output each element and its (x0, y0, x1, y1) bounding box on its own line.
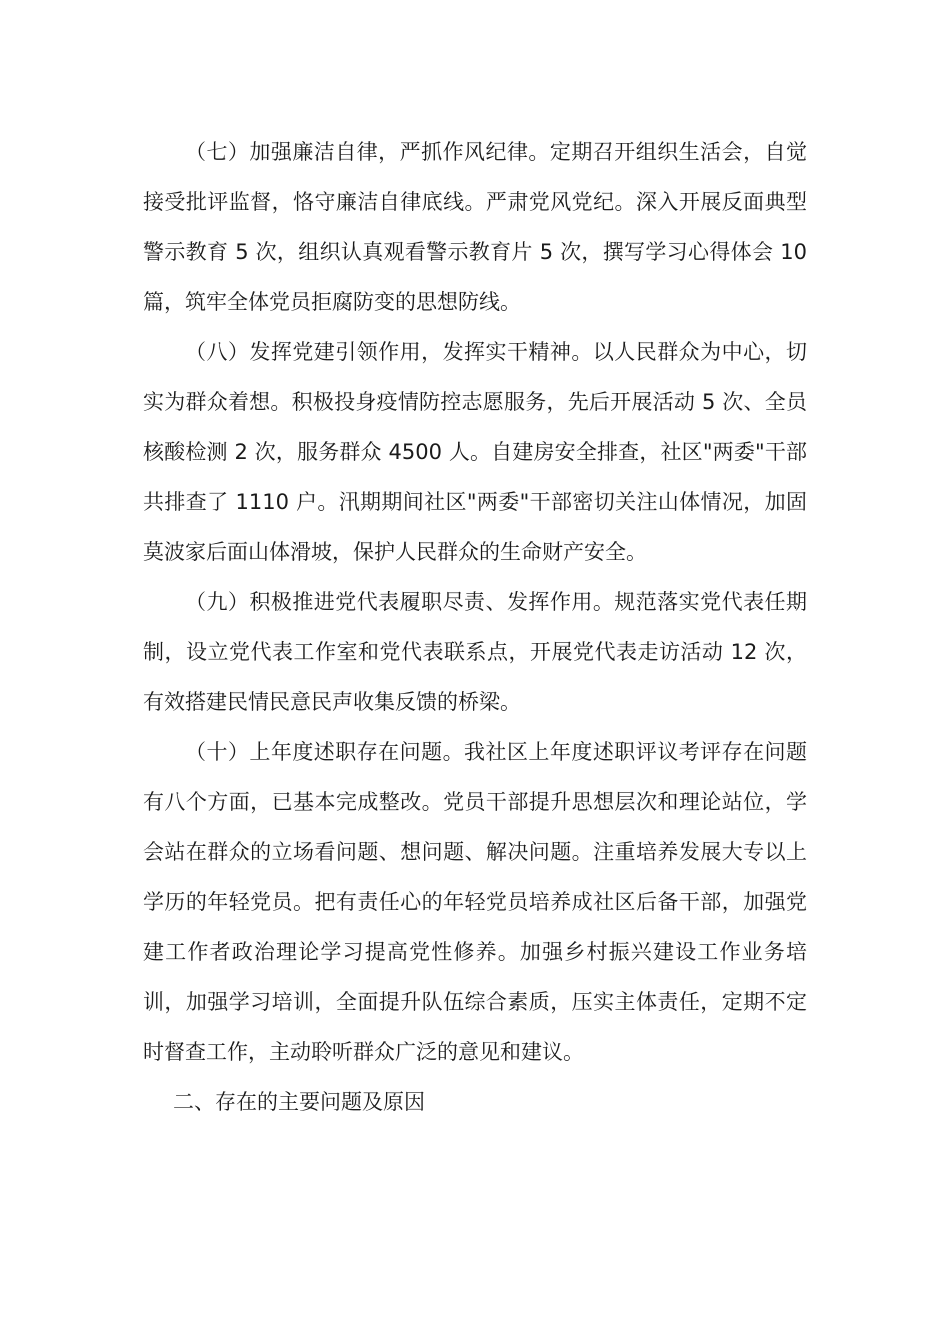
paragraph-10-previous-issues: （十）上年度述职存在问题。我社区上年度述职评议考评存在问题有八个方面，已基本完成整改。党员干部提升思想层次和理论站位，学会站在群众的立场看问题、想问题、解决问题。注重培养发展大专以上学历的年轻党员。把有责任心的年轻党员培养成社区后备干部，加强党建工作者政治理论学习提高党性修养。加强乡村振兴建设工作业务培训，加强学习培训，全面提升队伍综合素质，压实主体责任，定期不定时督查工作，主动聆听群众广泛的意见和建议。 (143, 740, 807, 1064)
section-heading-main-problems: 二、存在的主要问题及原因 (173, 1090, 425, 1114)
paragraph-8-party-leadership: （八）发挥党建引领作用，发挥实干精神。以人民群众为中心，切实为群众着想。积极投身疫情防控志愿服务，先后开展活动 5 次、全员核酸检测 2 次，服务群众 4500 人。自建房安全排查，社区"两委"干部共排查了 1110 户。汛期期间社区"两委"干部密切关注山体情况，加固莫波家后面山体滑坡，保护人民群众的生命财产安全。 (143, 340, 807, 564)
document-body (143, 127, 807, 1127)
paragraph-7-integrity: （七）加强廉洁自律，严抓作风纪律。定期召开组织生活会，自觉接受批评监督，恪守廉洁自律底线。严肃党风党纪。深入开展反面典型警示教育 5 次，组织认真观看警示教育片 5 次，撰写学习心得体会 10 篇，筑牢全体党员拒腐防变的思想防线。 (143, 140, 807, 314)
paragraph-9-party-representatives: （九）积极推进党代表履职尽责、发挥作用。规范落实党代表任期制，设立党代表工作室和党代表联系点，开展党代表走访活动 12 次，有效搭建民情民意民声收集反馈的桥梁。 (143, 590, 807, 714)
